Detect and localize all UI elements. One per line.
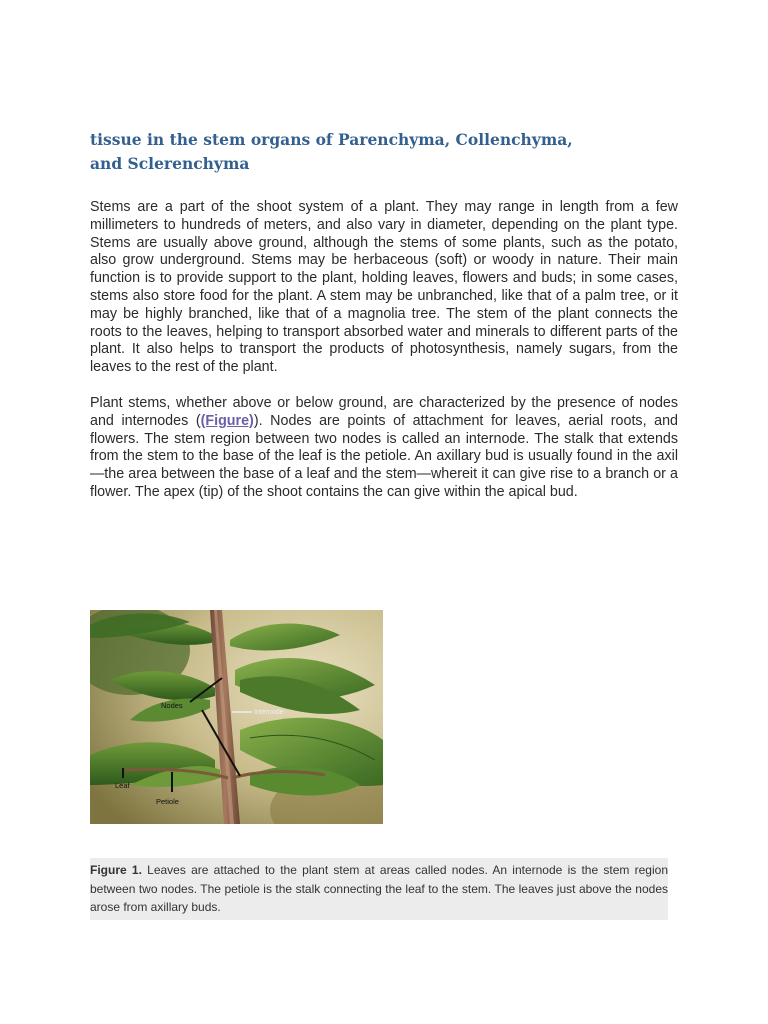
paragraph-text-start: Plant stems, whether above or below ground, are characterized by the presence of nodes and internodes (: [90, 395, 678, 429]
label-leaf: Leaf: [115, 781, 130, 790]
label-nodes: Nodes: [161, 701, 183, 710]
figure-reference-link[interactable]: (Figure): [200, 412, 254, 429]
document-title: tissue in the stem organs of Parenchyma, Collenchyma, and Sclerenchyma: [90, 130, 573, 173]
paragraph-nodes-internodes: [90, 395, 678, 502]
label-internode: Internode: [254, 709, 284, 716]
plant-stem-figure-image: [90, 610, 383, 824]
paragraph-text-end: ). Nodes are points of attachment for leaves, aerial roots, and flowers. The stem region between two nodes is called an internode. The stalk that extends from the stem to the base of the leaf is the petiole. An axillary bud is usually found in the axil—the area between the base of a leaf and the stem—whereit it can give rise to a branch or a flower. The apex (tip) of the shoot contains the can give within the apical bud.: [90, 412, 679, 500]
paragraph-stems-overview: Stems are a part of the shoot system of a plant. They may range in length from a few millimeters to hundreds of meters, and also vary in diameter, depending on the plant type. Stems are usually above ground, although the stems of some plants, such as the potato, also grow underground. Stems may be herbaceous (soft) or woody in nature. Their main function is to provide support to the plant, holding leaves, flowers and buds; in some cases, stems also store food for the plant. A stem may be unbranched, like that of a palm tree, or it may be highly branched, like that of a magnolia tree. The stem of the plant connects the roots to the leaves, helping to transport absorbed water and minerals to different parts of the plant. It also helps to transport the products of photosynthesis, namely sugars, from the leaves to the rest of the plant.: [90, 199, 678, 376]
figure-caption-text: Leaves are attached to the plant stem at areas called nodes. An internode is the stem region between two nodes. The petiole is the stalk connecting the leaf to the stem. The leaves just above the nodes arose from axillary buds.: [90, 863, 668, 915]
figure-caption: [90, 858, 668, 920]
label-petiole: Petiole: [156, 797, 179, 806]
figure-caption-label: Figure 1.: [90, 863, 142, 877]
